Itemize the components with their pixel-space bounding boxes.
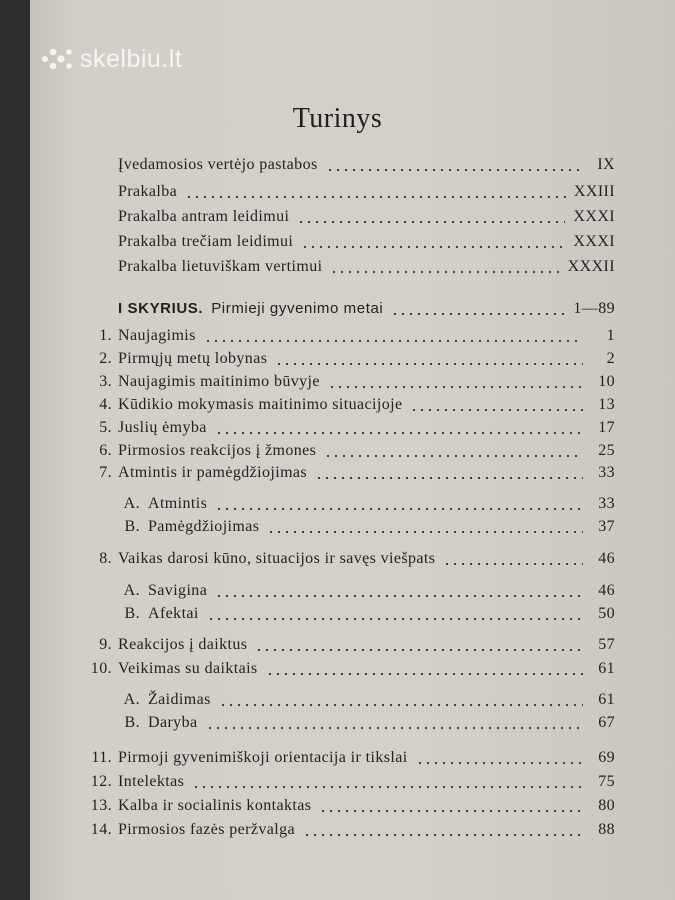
toc-entry-label: Pirmosios reakcijos į žmones: [118, 442, 317, 459]
toc-entry-page: XXIII: [573, 183, 615, 200]
leader-dots: [185, 185, 566, 199]
toc-entry: [118, 258, 615, 276]
toc-entry-number: B.: [124, 518, 140, 535]
toc-entry: [99, 636, 615, 654]
leader-dots: [215, 421, 583, 435]
toc-entry-page: 88: [598, 821, 615, 838]
toc-entry-number: A.: [123, 691, 140, 708]
toc-entry-page: XXXII: [567, 258, 615, 275]
toc-entry: [99, 373, 615, 391]
chapter-number: I SKYRIUS.: [118, 300, 204, 317]
toc-entry-page: 37: [598, 518, 615, 535]
toc-entry-page: XXXI: [573, 208, 615, 225]
toc-entry-label: Prakalba antram leidimui: [118, 208, 290, 225]
toc-entry-page: 17: [598, 419, 615, 436]
leader-dots: [319, 799, 583, 813]
toc-entry-label: Reakcijos į daiktus: [118, 636, 248, 653]
toc-entry: [99, 419, 615, 437]
toc-entry: [99, 327, 615, 345]
toc-entry-label: Naujagimis maitinimo būvyje: [118, 373, 320, 390]
toc-entry: [118, 233, 615, 251]
toc-entry-label: Naujagimis: [118, 327, 196, 344]
leader-dots: [416, 751, 583, 765]
leader-dots: [204, 329, 583, 343]
toc-entry: [118, 208, 615, 226]
toc-entry-number: 4.: [99, 396, 112, 413]
toc-entry-number: B.: [124, 714, 140, 731]
toc-subentry: [123, 582, 615, 600]
toc-entry-number: 5.: [99, 419, 112, 436]
toc-entry-label: Žaidimas: [148, 691, 211, 708]
toc-entry-label: Veikimas su daiktais: [118, 660, 258, 677]
chapter-title: Pirmieji gyvenimo metai: [211, 300, 384, 317]
leader-dots: [266, 662, 583, 676]
leader-dots: [207, 607, 583, 621]
toc-entry-page: 33: [598, 464, 615, 481]
toc-entry-number: 9.: [99, 636, 112, 653]
toc-entry-label: Kūdikio mokymasis maitinimo situacijoje: [118, 396, 403, 413]
toc-entry: [90, 821, 615, 839]
leader-dots: [303, 823, 583, 837]
toc-entry: [99, 396, 615, 414]
toc-entry-label: Įvedamosios vertėjo pastabos: [118, 156, 318, 173]
toc-entry-number: B.: [124, 605, 140, 622]
leader-dots: [192, 775, 583, 789]
leader-dots: [275, 352, 583, 366]
toc-entry-number: 13.: [90, 797, 112, 814]
toc-entry-number: 1.: [99, 327, 112, 344]
leader-dots: [391, 302, 565, 316]
toc-entry-page: 50: [598, 605, 615, 622]
leader-dots: [330, 260, 559, 274]
toc-entry-number: 14.: [90, 821, 112, 838]
chapter-heading: [118, 300, 615, 318]
toc-entry-label: Pirmosios fazės peržvalga: [118, 821, 296, 838]
toc-entry-page: 67: [598, 714, 615, 731]
leader-dots: [215, 497, 583, 511]
toc-entry-number: A.: [123, 495, 140, 512]
leader-dots: [297, 210, 565, 224]
toc-entry-page: 13: [598, 396, 615, 413]
leader-dots: [326, 158, 583, 172]
toc-entry-label: Prakalba: [118, 183, 178, 200]
leader-dots: [301, 235, 565, 249]
toc-entry-page: 2: [606, 350, 615, 367]
toc-entry-number: 2.: [99, 350, 112, 367]
toc-entry-page: XXXI: [573, 233, 615, 250]
leader-dots: [255, 638, 583, 652]
toc-entry-page: 61: [598, 691, 615, 708]
toc-entry-label: Kalba ir socialinis kontaktas: [118, 797, 312, 814]
toc-entry-label: Atmintis ir pamėgdžiojimas: [118, 464, 308, 481]
leader-dots: [443, 552, 583, 566]
toc-entry-label: Afektai: [148, 605, 199, 622]
toc-entry-page: 10: [598, 373, 615, 390]
toc-entry-number: 6.: [99, 442, 112, 459]
chapter-pages: 1—89: [573, 300, 615, 317]
toc-entry-page: 75: [598, 773, 615, 790]
toc-entry-page: 46: [598, 582, 615, 599]
watermark-text: skelbiu.lt: [80, 44, 183, 73]
toc-entry-label: Intelektas: [118, 773, 185, 790]
toc-entry-number: 3.: [99, 373, 112, 390]
toc-entry-page: 69: [598, 749, 615, 766]
toc-entry: [118, 156, 615, 174]
leader-dots: [215, 584, 583, 598]
toc-entry-page: 1: [606, 327, 615, 344]
toc-entry-label: Savigina: [148, 582, 208, 599]
toc-entry-label: Pamėgdžiojimas: [148, 518, 260, 535]
leader-dots: [328, 375, 583, 389]
skelbiu-dots-logo-icon: [40, 44, 74, 74]
toc-subentry: [123, 691, 615, 709]
toc-entry-page: IX: [597, 156, 615, 173]
toc-subentry: [124, 605, 615, 623]
toc-entry-number: 7.: [99, 464, 112, 481]
toc-subentry: [124, 518, 615, 536]
toc-entry-page: 46: [598, 550, 615, 567]
leader-dots: [315, 466, 583, 480]
toc-subentry: [124, 714, 615, 732]
toc-entry: [99, 550, 615, 568]
leader-dots: [206, 716, 584, 730]
toc-subentry: [123, 495, 615, 513]
toc-entry-label: Daryba: [148, 714, 198, 731]
watermark: [40, 44, 182, 74]
leader-dots: [410, 398, 583, 412]
toc-entry: [118, 183, 615, 201]
toc-entry-label: Juslių ėmyba: [118, 419, 207, 436]
toc-entry: [90, 797, 615, 815]
toc-entry-label: Pirmoji gyvenimiškoji orientacija ir tikslai: [118, 749, 408, 766]
toc-entry-label: Pirmųjų metų lobynas: [118, 350, 268, 367]
toc-entry: [99, 442, 615, 460]
toc-entry-page: 25: [598, 442, 615, 459]
leader-dots: [267, 520, 583, 534]
toc-entry-number: 10.: [90, 660, 112, 677]
toc-entry-number: A.: [123, 582, 140, 599]
toc-entry-label: Prakalba trečiam leidimui: [118, 233, 294, 250]
toc-entry-page: 33: [598, 495, 615, 512]
toc-entry: [90, 773, 615, 791]
toc-entry-page: 57: [598, 636, 615, 653]
toc-entry-page: 61: [598, 660, 615, 677]
toc-entry: [91, 749, 615, 767]
leader-dots: [324, 444, 583, 458]
toc-entry: [99, 464, 615, 482]
toc-entry-label: Atmintis: [148, 495, 208, 512]
toc-entry-number: 8.: [99, 550, 112, 567]
toc-entry: [99, 350, 615, 368]
toc-entry-page: 80: [598, 797, 615, 814]
toc-entry-number: 12.: [90, 773, 112, 790]
page-title: Turinys: [292, 103, 383, 134]
toc-entry-number: 11.: [91, 749, 112, 766]
toc-entry: [90, 660, 615, 678]
toc-entry-label: Vaikas darosi kūno, situacijos ir savęs viešpats: [118, 550, 436, 567]
leader-dots: [219, 693, 583, 707]
toc-entry-label: Prakalba lietuviškam vertimui: [118, 258, 323, 275]
